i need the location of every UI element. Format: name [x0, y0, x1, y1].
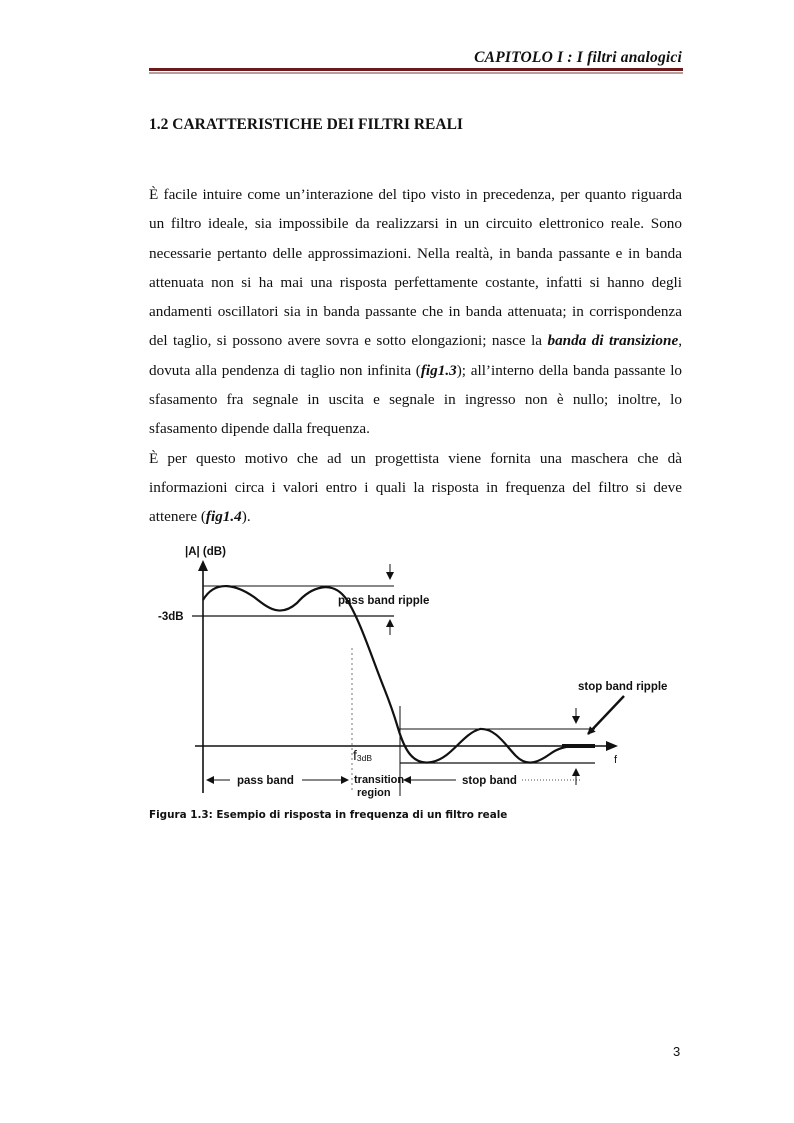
paragraph-1-part-1: È facile intuire come un’interazione del tipo visto in precedenza, per quanto riguarda un filtro ideale, sia impossibile da realizzarsi in un circuito elettronico reale. Sono necessarie pertanto delle approssimazioni. Nella realtà, in banda passante e in banda attenuata non si ha mai una risposta perfettamente costante, infatti si hanno degli andamenti oscillatori sia in banda passante che in banda attenuata; in corrispondenza del taglio, si possono avere sovra e sotto elongazioni; nasce la [149, 186, 682, 350]
header-rule [149, 68, 683, 71]
f3db-label-sub: 3dB [356, 753, 373, 763]
figure-caption: Figura 1.3: Esempio di risposta in frequenza di un filtro reale [149, 809, 508, 821]
minus-3db-label: -3dB [158, 611, 184, 623]
page-number: 3 [673, 1044, 681, 1059]
y-axis-arrowhead [198, 560, 208, 571]
stop-band-label: stop band [462, 775, 517, 787]
running-header-title: CAPITOLO I : I filtri analogici [474, 49, 682, 66]
x-axis-arrowhead [606, 741, 618, 751]
pass-band-label: pass band [237, 775, 294, 787]
figure-reference-1-3[interactable]: fig1.3 [420, 361, 457, 379]
term-banda-di-transizione: banda di transizione [547, 332, 679, 350]
paragraph-2 [149, 444, 682, 532]
paragraph-2-part-1: È per questo motivo che ad un progettista viene fornita una maschera che dà informazioni circa i valori entro i quali la risposta in frequenza del filtro si deve attenere ( [149, 449, 682, 526]
f3db-label [353, 747, 372, 763]
stop-ripple-pointer-arrow [588, 696, 624, 734]
transition-region-line-1: transition [354, 774, 405, 786]
paragraph-2-part-2: ). [241, 508, 251, 526]
paragraph-1-part-2: , dovuta alla pendenza di taglio non infinita ( [149, 332, 682, 379]
figure-reference-1-4[interactable]: fig1.4 [205, 508, 242, 526]
filter-response-figure [140, 538, 700, 808]
x-axis-label: f [614, 754, 618, 766]
stop-band-ripple-label: stop band ripple [578, 681, 668, 693]
section-title: 1.2 CARATTERISTICHE DEI FILTRI REALI [149, 116, 463, 133]
paragraph-1-part-3: ); all’interno della banda passante lo sfasamento fra segnale in uscita e segnale in ingresso non è nullo; inoltre, lo sfasamento dipende dalla frequenza. [149, 361, 683, 438]
response-curve [203, 586, 576, 763]
transition-region-line-2: region [357, 787, 391, 799]
paragraph-1 [149, 180, 682, 444]
y-axis-label: |A| (dB) [185, 546, 226, 558]
f3db-label-main: f [353, 747, 357, 763]
header-rule-shadow [149, 72, 683, 74]
pass-band-ripple-label: pass band ripple [338, 595, 430, 607]
body-text [149, 180, 682, 532]
